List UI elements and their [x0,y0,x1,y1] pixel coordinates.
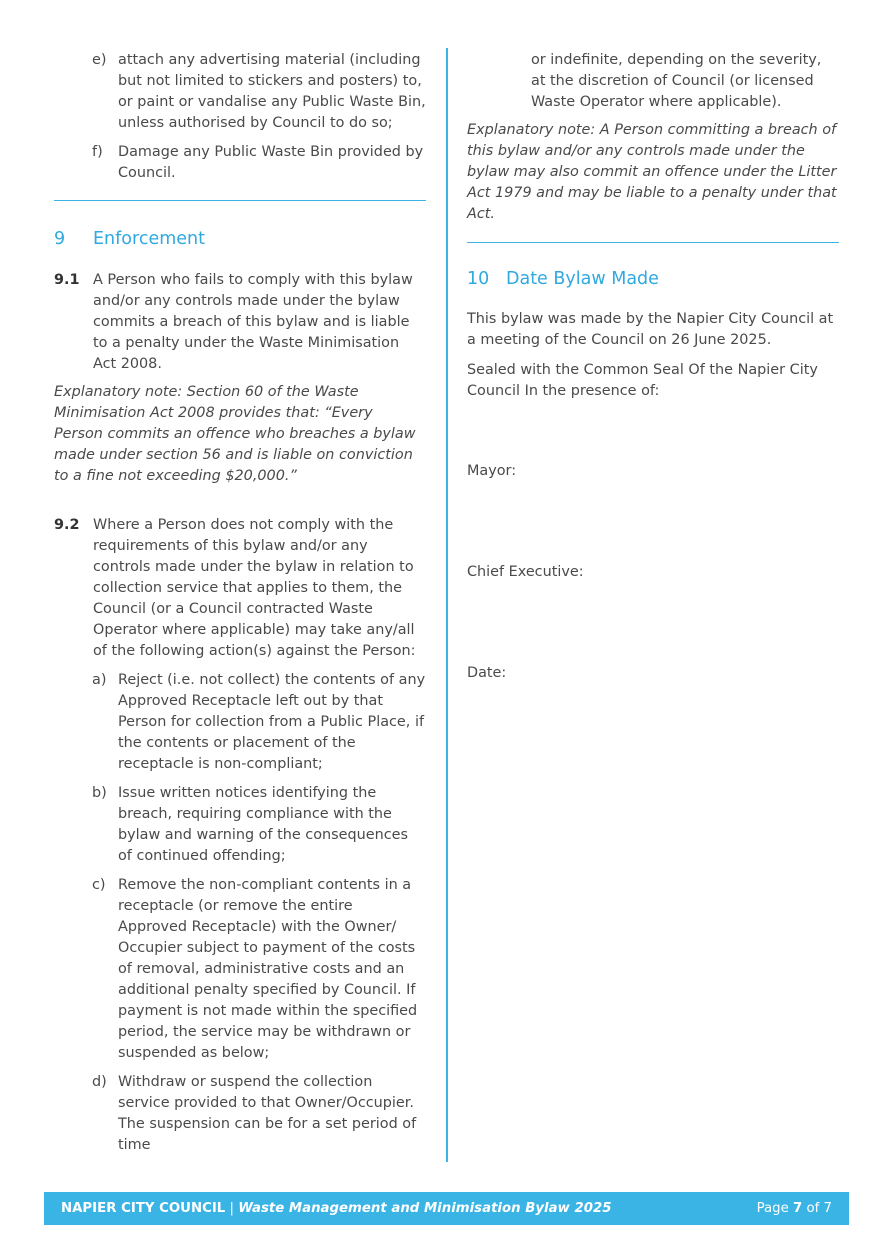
section-9-heading [54,227,426,251]
list-item-f [54,142,426,184]
item-text: attach any advertising material (including but not limited to stickers and posters) to, or paint or vandalise any Public Waste Bin, unless authorised by Council to do so; [118,52,426,131]
section-number: 10 [467,269,490,289]
footer-separator: | [225,1201,239,1216]
footer-left [61,1198,611,1219]
page-prefix: Page [756,1201,793,1216]
right-column [467,50,839,684]
explanatory-note-litter-act: Explanatory note: A Person committing a breach of this bylaw and/or any controls made under the bylaw may also commit an offence under the Litter Act 1979 and may be liable to a penalty under that Act. [467,122,837,222]
left-column [54,50,426,1156]
date-line: Date: [467,665,507,681]
list-item-d [54,1072,426,1156]
item-text: Withdraw or suspend the collection service provided to that Owner/Occupier. The suspension can be for a set period of time [118,1074,417,1153]
list-item-d-continuation: or indefinite, depending on the severity, at the discretion of Council (or licensed Waste Operator where applicable). [531,52,822,110]
list-item-c [54,875,426,1064]
column-divider [446,48,448,1162]
item-label: f) [92,144,103,160]
section-number: 9 [54,229,66,249]
mayor-signature-line: Mayor: [467,463,517,479]
chief-executive-signature-line: Chief Executive: [467,564,584,580]
item-label: c) [92,877,106,893]
page-total: of 7 [802,1201,832,1216]
sealed-text: Sealed with the Common Seal Of the Napier City Council In the presence of: [467,362,818,399]
item-label: d) [92,1074,107,1090]
item-label: e) [92,52,107,68]
page-number: 7 [793,1201,803,1216]
clause-text: A Person who fails to comply with this bylaw and/or any controls made under the bylaw commits a breach of this bylaw and is liable to a penalty under the Waste Minimisation Act 2008. [93,272,413,372]
bylaw-made-text: This bylaw was made by the Napier City Council at a meeting of the Council on 26 June 2025. [467,311,834,348]
item-label: a) [92,672,107,688]
list-item-b [54,783,426,867]
page-footer [44,1192,849,1225]
section-divider [467,242,839,243]
section-10-heading [467,267,839,291]
council-name: NAPIER CITY COUNCIL [61,1201,226,1216]
list-item-a [54,670,426,775]
clause-number: 9.2 [54,517,80,533]
list-item-e [54,50,426,134]
clause-9-1 [54,270,426,375]
section-divider [54,200,426,201]
clause-text: Where a Person does not comply with the requirements of this bylaw and/or any controls made under the bylaw in relation to collection service that applies to them, the Council (or a Council contracted Waste Operator where applicable) may take any/all of the following action(s) against the Person: [93,517,416,659]
document-title: Waste Management and Minimisation Bylaw 2025 [238,1201,612,1216]
item-text: Issue written notices identifying the breach, requiring compliance with the bylaw and warning of the consequences of continued offending; [118,785,408,864]
clause-number: 9.1 [54,272,80,288]
item-text: Damage any Public Waste Bin provided by Council. [118,144,424,181]
clause-9-2 [54,515,426,662]
section-title: Date Bylaw Made [506,269,659,289]
section-title: Enforcement [93,229,205,249]
item-text: Reject (i.e. not collect) the contents of any Approved Receptacle left out by that Person for collection from a Public Place, if the contents or placement of the receptacle is non-compliant; [118,672,426,772]
item-text: Remove the non-compliant contents in a receptacle (or remove the entire Approved Receptacle) with the Owner/ Occupier subject to payment of the costs of removal, administrative costs and an additional penalty specified by Council. If payment is not made within the specified period, the service may be withdrawn or suspended as below; [118,877,418,1061]
item-label: b) [92,785,107,801]
explanatory-note-9: Explanatory note: Section 60 of the Waste Minimisation Act 2008 provides that: “Every Person commits an offence who breaches a bylaw made under section 56 and is liable on conviction to a fine not exceeding $20,000.” [54,384,416,484]
page-indicator [757,1198,832,1219]
